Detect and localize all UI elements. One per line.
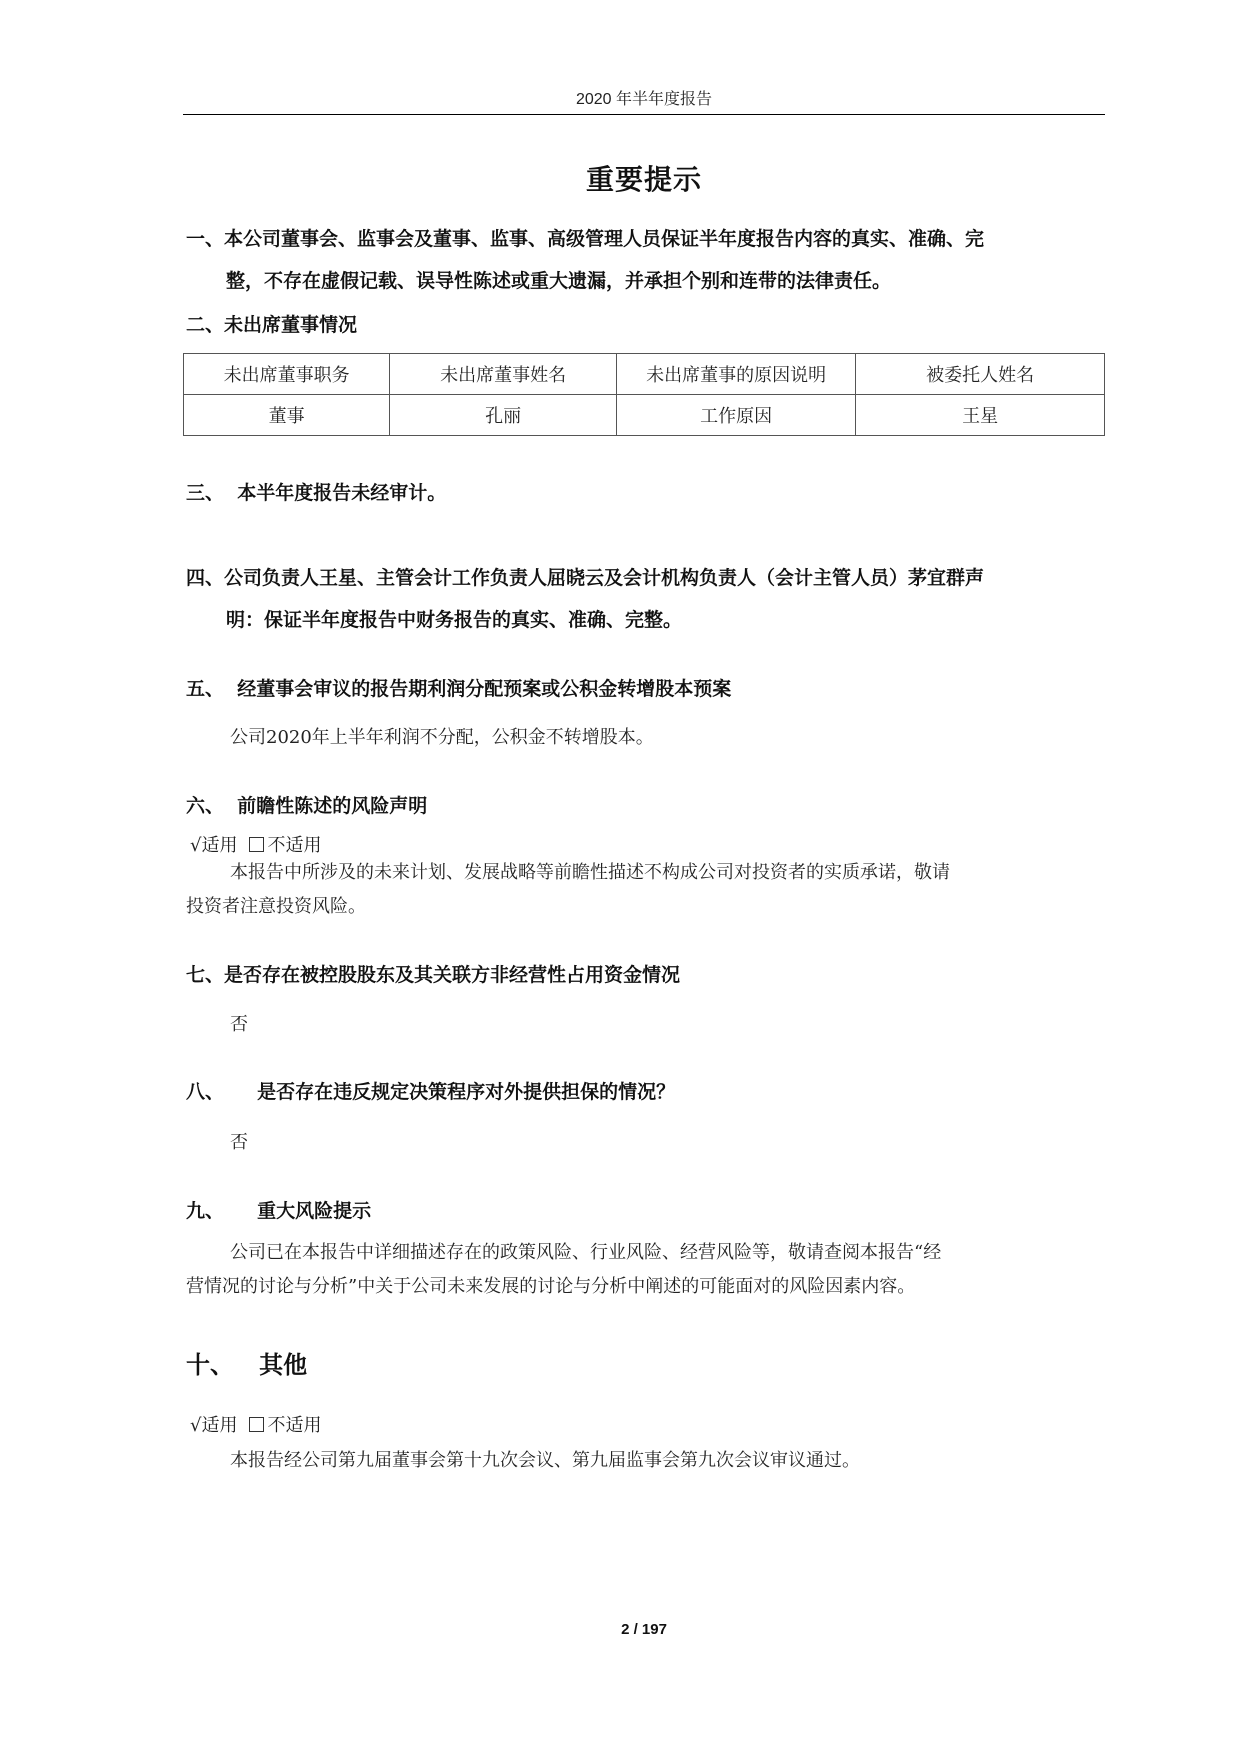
section-9-number: 九、 [186,1200,225,1222]
section-3-heading [186,478,446,505]
not-applicable-label: 不适用 [267,835,322,856]
section-7-answer: 否 [230,1014,248,1035]
table-cell: 孔丽 [390,395,617,436]
section-1-line1: 本公司董事会、监事会及董事、监事、高级管理人员保证半年度报告内容的真实、准确、完 [224,228,985,250]
section-9-body-line1: 公司已在本报告中详细描述存在的政策风险、行业风险、经营风险等，敬请查阅本报告“经 [230,1242,942,1263]
report-running-header: 2020 年半年度报告 [575,91,713,108]
section-5-title: 经董事会审议的报告期利润分配预案或公积金转增股本预案 [237,678,732,700]
section-4-line1: 公司负责人王星、主管会计工作负责人屈晓云及会计机构负责人（会计主管人员）茅宜群声 [224,567,985,589]
section-7-heading [186,960,680,987]
section-8-number: 八、 [186,1081,225,1103]
section-6-body-line2: 投资者注意投资风险。 [186,896,366,917]
section-7-number: 七、 [186,964,225,986]
section-1 [186,218,1106,302]
section-6-applicability [190,831,321,857]
section-8-heading [186,1077,675,1104]
section-4 [186,557,1106,641]
section-10-title: 其他 [259,1351,308,1379]
section-6-body [186,856,1106,924]
section-6-title: 前瞻性陈述的风险声明 [237,795,428,817]
section-8-title: 是否存在违反规定决策程序对外提供担保的情况？ [257,1081,676,1103]
applicable-checkmark: √适用 [190,835,238,856]
section-1-line2: 整，不存在虚假记载、误导性陈述或重大遗漏，并承担个别和连带的法律责任。 [226,270,892,292]
section-5-heading [186,674,731,701]
section-10-body: 本报告经公司第九届董事会第十九次会议、第九届监事会第九次会议审议通过。 [230,1450,860,1471]
table-header-cell: 未出席董事职务 [184,354,390,395]
section-4-number: 四、 [186,567,225,589]
table-cell: 董事 [184,395,390,436]
section-9-body [186,1236,1106,1304]
section-10-heading [186,1345,307,1380]
section-1-number: 一、 [186,228,225,250]
section-9-heading [186,1196,371,1223]
section-6-number: 六、 [186,795,225,817]
table-header-row [184,354,1105,395]
section-8-answer: 否 [230,1132,248,1153]
section-9-body-line2: 营情况的讨论与分析”中关于公司未来发展的讨论与分析中阐述的可能面对的风险因素内容。 [186,1276,916,1297]
table-cell: 工作原因 [616,395,855,436]
section-9-title: 重大风险提示 [257,1200,372,1222]
page-number: 2 / 197 [621,1621,667,1638]
not-applicable-label: 不适用 [267,1415,322,1436]
section-2-heading [186,310,357,337]
section-5-body: 公司2020年上半年利润不分配，公积金不转增股本。 [230,727,654,748]
section-5-number: 五、 [186,678,225,700]
table-header-cell: 被委托人姓名 [856,354,1105,395]
section-7-title: 是否存在被控股股东及其关联方非经营性占用资金情况 [224,964,681,986]
table-cell: 王星 [856,395,1105,436]
section-6-body-line1: 本报告中所涉及的未来计划、发展战略等前瞻性描述不构成公司对投资者的实质承诺，敬请 [230,862,950,883]
section-3-number: 三、 [186,482,225,504]
section-2-number: 二、 [186,314,225,336]
section-10-applicability [190,1411,321,1437]
header-divider [183,114,1105,115]
applicable-checkmark: √适用 [190,1415,238,1436]
page-title: 重要提示 [585,163,702,196]
section-2-title: 未出席董事情况 [224,314,358,336]
section-6-heading [186,791,427,818]
section-10-number: 十、 [186,1351,234,1379]
table-header-cell: 未出席董事的原因说明 [616,354,855,395]
table-header-cell: 未出席董事姓名 [390,354,617,395]
section-3-title: 本半年度报告未经审计。 [237,482,447,504]
not-applicable-checkbox-icon [249,1417,264,1432]
not-applicable-checkbox-icon [249,837,264,852]
absent-directors-table [183,353,1105,436]
table-row [184,395,1105,436]
section-4-line2: 明：保证半年度报告中财务报告的真实、准确、完整。 [226,609,683,631]
